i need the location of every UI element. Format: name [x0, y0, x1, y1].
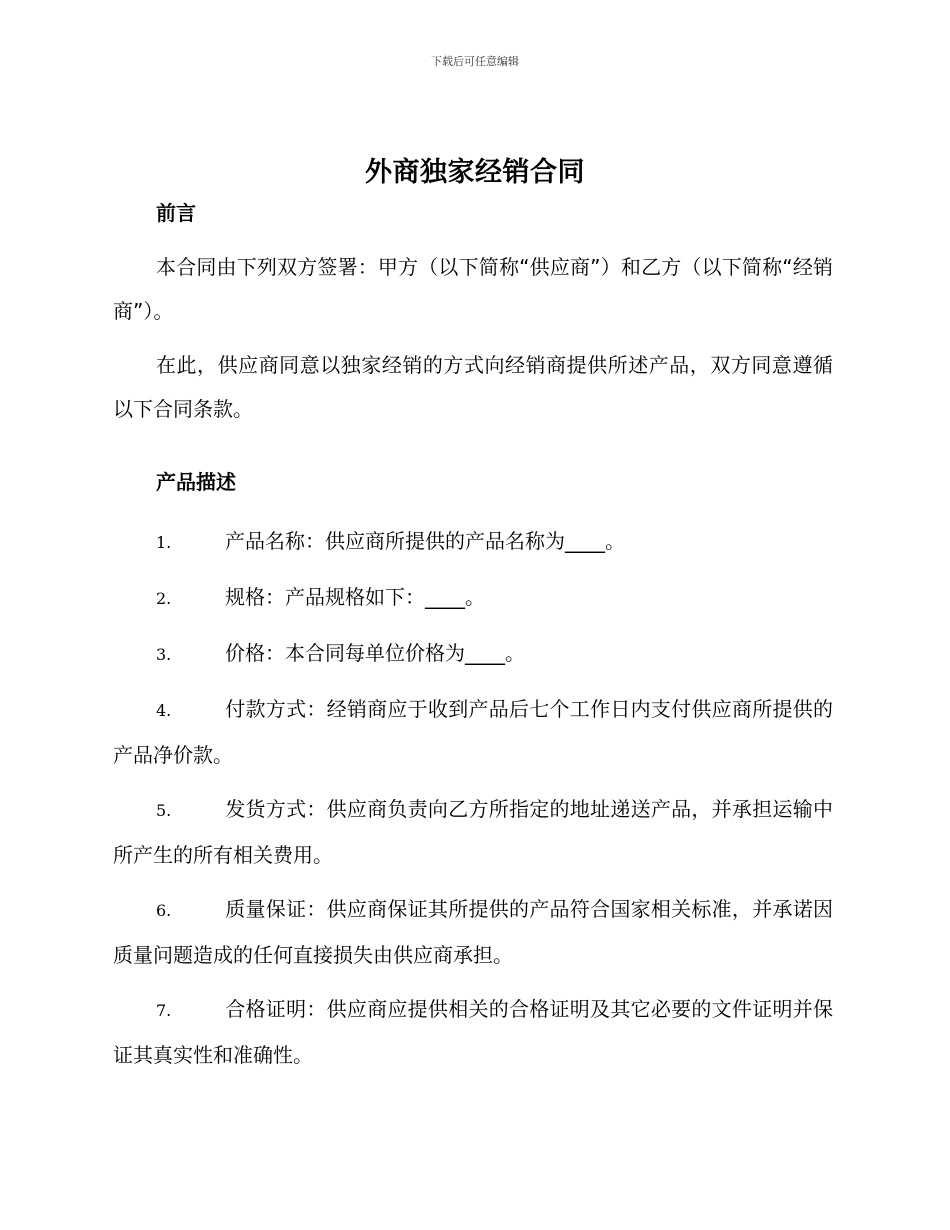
list-item-text: 规格：产品规格如下：____。	[225, 585, 485, 609]
list-item	[113, 787, 833, 877]
list-item-text: 价格：本合同每单位价格为____。	[225, 641, 525, 665]
list-item-number: 4.	[156, 701, 172, 720]
list-item-text: 付款方式：经销商应于收到产品后七个工作日内支付供应商所提供的产品净价款。	[113, 697, 833, 767]
list-item	[113, 987, 833, 1077]
list-item-number: 5.	[156, 801, 172, 820]
section-heading-preface: 前言	[156, 201, 196, 225]
list-item	[113, 687, 833, 777]
list-item	[113, 631, 833, 677]
list-item	[113, 887, 833, 977]
list-item-text: 发货方式：供应商负责向乙方所指定的地址递送产品，并承担运输中所产生的所有相关费用。	[113, 797, 833, 867]
list-item-text: 产品名称：供应商所提供的产品名称为____。	[225, 529, 625, 553]
paragraph: 在此，供应商同意以独家经销的方式向经销商提供所述产品，双方同意遵循以下合同条款。	[113, 353, 833, 421]
document-body	[113, 196, 833, 1077]
list-item-text: 合格证明：供应商应提供相关的合格证明及其它必要的文件证明并保证其真实性和准确性。	[113, 997, 833, 1067]
product-clause-list	[113, 519, 833, 1077]
list-item-text: 质量保证：供应商保证其所提供的产品符合国家相关标准，并承诺因质量问题造成的任何直接损失由供应商承担。	[113, 897, 833, 967]
list-item-number: 3.	[156, 645, 172, 664]
list-item-number: 2.	[156, 589, 172, 608]
list-item-number: 6.	[156, 901, 172, 920]
document-title: 外商独家经销合同	[365, 157, 585, 188]
list-item	[113, 575, 833, 621]
list-item-number: 1.	[156, 533, 172, 552]
paragraph: 本合同由下列双方签署：甲方（以下简称“供应商”）和乙方（以下简称“经销商”）。	[113, 255, 833, 323]
header-note: 下载后可任意编辑	[431, 55, 519, 68]
list-item-number: 7.	[156, 1001, 172, 1020]
list-item	[113, 519, 833, 565]
section-heading-product: 产品描述	[156, 470, 236, 494]
